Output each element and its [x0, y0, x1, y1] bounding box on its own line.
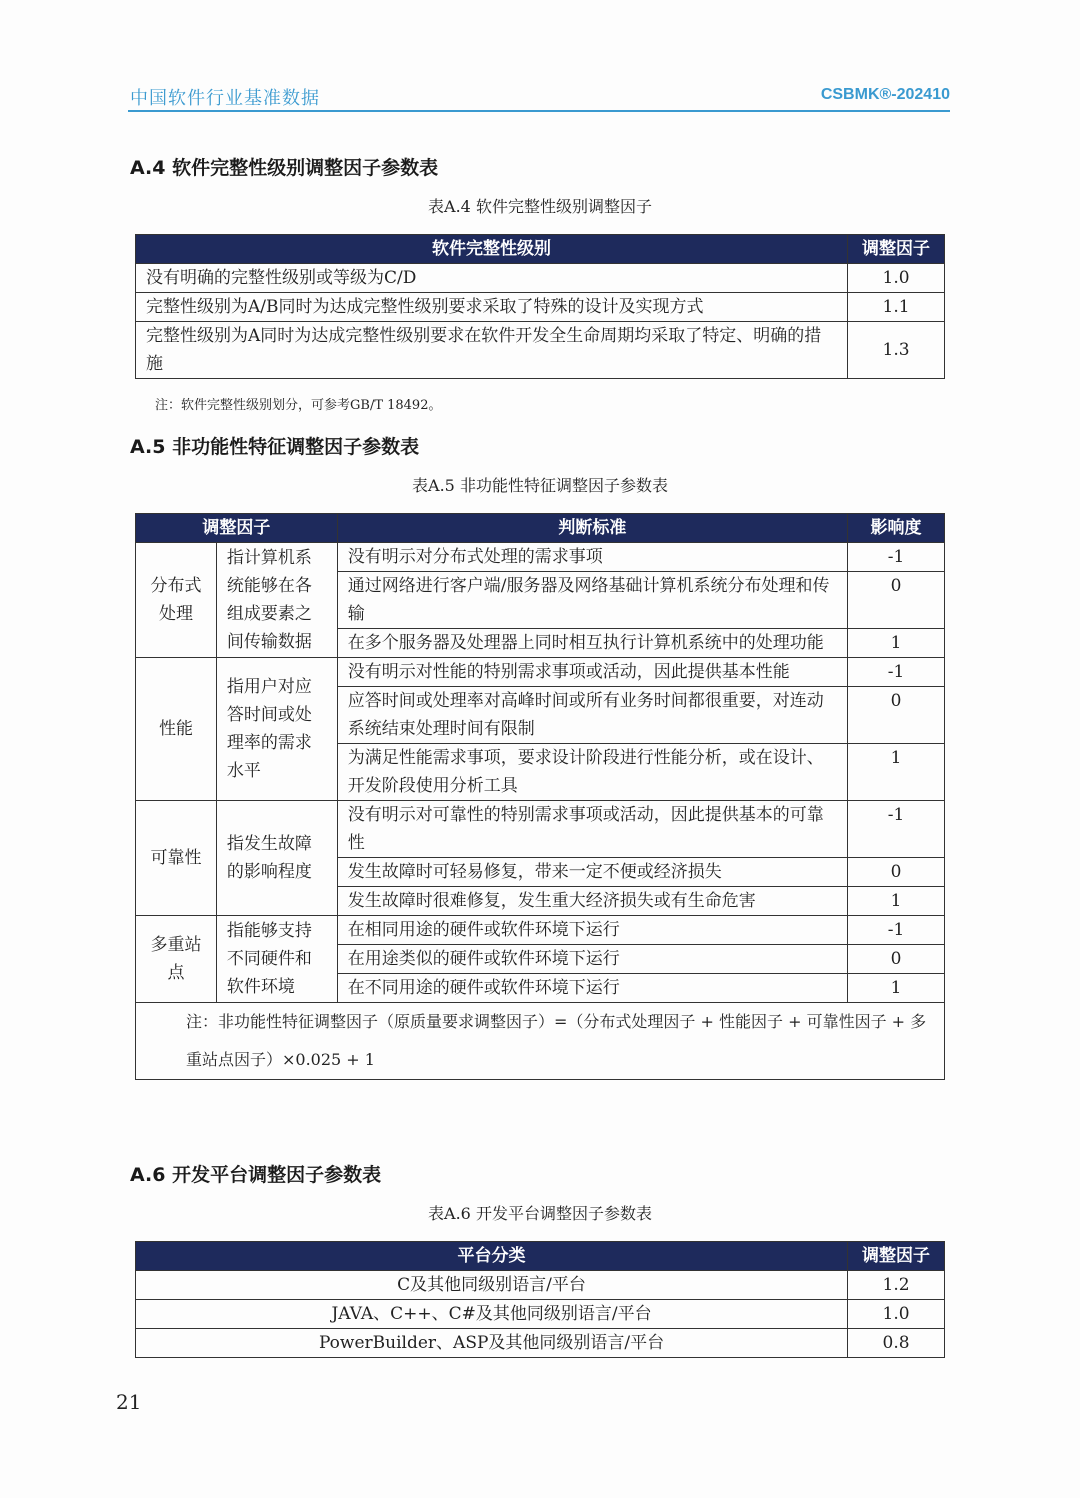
table-cell: -1	[848, 916, 945, 945]
table-cell: 完整性级别为A同时为达成完整性级别要求在软件开发全生命周期均采取了特定、明确的措施	[136, 322, 848, 379]
table-cell: PowerBuilder、ASP及其他同级别语言/平台	[136, 1329, 848, 1358]
table-cell: 通过网络进行客户端/服务器及网络基础计算机系统分布处理和传输	[337, 572, 847, 629]
table-cell: 1	[848, 744, 945, 801]
table-a4	[135, 234, 945, 379]
table-cell: JAVA、C++、C#及其他同级别语言/平台	[136, 1300, 848, 1329]
table-cell: 在多个服务器及处理器上同时相互执行计算机系统中的处理功能	[337, 629, 847, 658]
table-cell: 在用途类似的硬件或软件环境下运行	[337, 945, 847, 974]
table-row	[136, 293, 945, 322]
table-row	[136, 322, 945, 379]
section-a4-title: A.4 软件完整性级别调整因子参数表	[130, 157, 439, 179]
table-cell: 发生故障时很难修复，发生重大经济损失或有生命危害	[337, 887, 847, 916]
table-cell: -1	[848, 658, 945, 687]
table-cell: 0	[848, 945, 945, 974]
table-cell: 为满足性能需求事项，要求设计阶段进行性能分析，或在设计、开发阶段使用分析工具	[337, 744, 847, 801]
table-cell: 1	[848, 629, 945, 658]
table-header: 调整因子	[848, 235, 945, 264]
table-row	[136, 1003, 945, 1080]
table-a5	[135, 513, 945, 1080]
table-cell: 没有明示对可靠性的特别需求事项或活动，因此提供基本的可靠性	[337, 801, 847, 858]
table-header: 调整因子	[848, 1242, 945, 1271]
factor-name: 多重站点	[136, 916, 217, 1003]
table-row	[136, 1300, 945, 1329]
factor-name: 可靠性	[136, 801, 217, 916]
header-title: 中国软件行业基准数据	[130, 88, 320, 109]
table-cell: 0	[848, 572, 945, 629]
table-a5-note: 注：非功能性特征调整因子（原质量要求调整因子）=（分布式处理因子 + 性能因子 + 可靠性因子 + 多重站点因子）×0.025 + 1	[136, 1003, 945, 1080]
table-cell: 没有明确的完整性级别或等级为C/D	[136, 264, 848, 293]
table-row	[136, 916, 945, 945]
section-a5-title: A.5 非功能性特征调整因子参数表	[130, 436, 420, 458]
table-cell: 应答时间或处理率对高峰时间或所有业务时间都很重要，对连动系统结束处理时间有限制	[337, 687, 847, 744]
factor-name: 分布式处理	[136, 543, 217, 658]
table-cell: 0.8	[848, 1329, 945, 1358]
table-cell: 没有明示对性能的特别需求事项或活动，因此提供基本性能	[337, 658, 847, 687]
table-cell: 1.1	[848, 293, 945, 322]
table-cell: 1.2	[848, 1271, 945, 1300]
table-cell: 没有明示对分布式处理的需求事项	[337, 543, 847, 572]
table-cell: -1	[848, 543, 945, 572]
factor-desc: 指计算机系统能够在各组成要素之间传输数据	[216, 543, 337, 658]
table-row	[136, 1329, 945, 1358]
table-a4-caption: 表A.4 软件完整性级别调整因子	[428, 197, 652, 216]
table-header: 影响度	[848, 514, 945, 543]
table-cell: 1.0	[848, 1300, 945, 1329]
table-a4-note: 注：软件完整性级别划分，可参考GB/T 18492。	[155, 398, 442, 413]
table-a6	[135, 1241, 945, 1358]
factor-desc: 指用户对应答时间或处理率的需求水平	[216, 658, 337, 801]
table-cell: 1	[848, 974, 945, 1003]
table-row	[136, 543, 945, 572]
header-divider	[128, 110, 950, 112]
table-row	[136, 264, 945, 293]
table-header: 调整因子	[136, 514, 338, 543]
table-cell: 在相同用途的硬件或软件环境下运行	[337, 916, 847, 945]
table-cell: 在不同用途的硬件或软件环境下运行	[337, 974, 847, 1003]
table-header: 判断标准	[337, 514, 847, 543]
header-code: CSBMK®-202410	[820, 86, 950, 103]
table-cell: 0	[848, 687, 945, 744]
table-row	[136, 801, 945, 858]
table-cell: 1.3	[848, 322, 945, 379]
table-cell: 0	[848, 858, 945, 887]
table-row	[136, 658, 945, 687]
factor-desc: 指发生故障的影响程度	[216, 801, 337, 916]
table-cell: 完整性级别为A/B同时为达成完整性级别要求采取了特殊的设计及实现方式	[136, 293, 848, 322]
section-a6-title: A.6 开发平台调整因子参数表	[130, 1164, 382, 1186]
table-a6-caption: 表A.6 开发平台调整因子参数表	[428, 1204, 652, 1223]
table-a5-caption: 表A.5 非功能性特征调整因子参数表	[412, 476, 668, 495]
page-number: 21	[116, 1390, 142, 1414]
table-cell: C及其他同级别语言/平台	[136, 1271, 848, 1300]
table-cell: -1	[848, 801, 945, 858]
factor-name: 性能	[136, 658, 217, 801]
table-cell: 1	[848, 887, 945, 916]
table-cell: 发生故障时可轻易修复，带来一定不便或经济损失	[337, 858, 847, 887]
table-header: 软件完整性级别	[136, 235, 848, 264]
factor-desc: 指能够支持不同硬件和软件环境	[216, 916, 337, 1003]
table-header: 平台分类	[136, 1242, 848, 1271]
table-row	[136, 1271, 945, 1300]
table-cell: 1.0	[848, 264, 945, 293]
